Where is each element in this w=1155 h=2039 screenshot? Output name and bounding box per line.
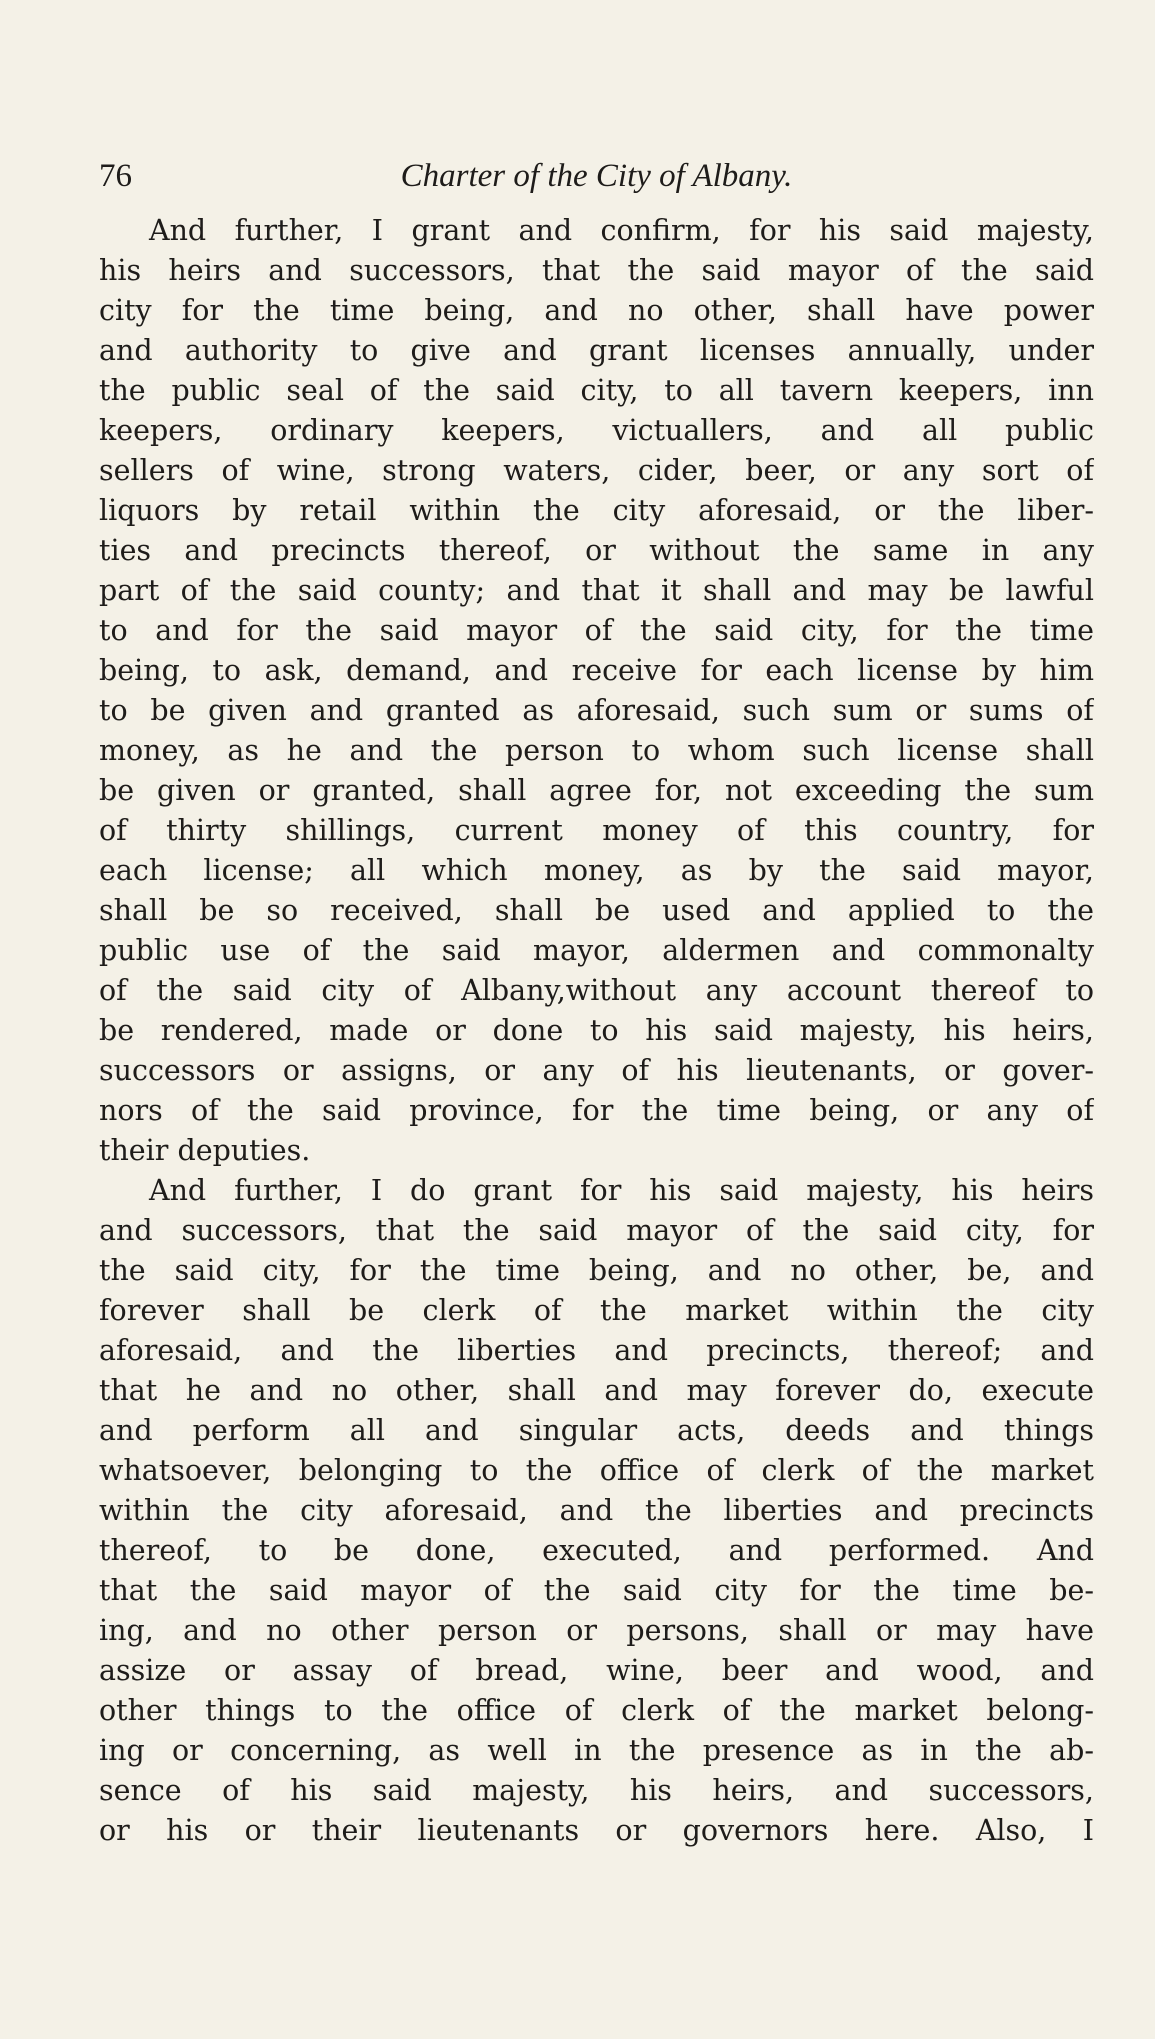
text-line: public use of the said mayor, aldermen and commonalty	[99, 934, 1094, 967]
text-line: the said city, for the time being, and no other, be, and	[99, 1254, 1094, 1287]
text-line: ing or concerning, as well in the presence as in the ab-	[99, 1734, 1094, 1767]
text-line: or his or their lieutenants or governors here. Also, I	[99, 1814, 1094, 1847]
running-title: Charter of the City of Albany.	[400, 158, 793, 194]
text-line: each license; all which money, as by the said mayor,	[99, 854, 1094, 887]
text-line: sellers of wine, strong waters, cider, beer, or any sort of	[99, 454, 1094, 487]
text-line: be rendered, made or done to his said majesty, his heirs,	[99, 1014, 1094, 1047]
text-line: ties and precincts thereof, or without the same in any	[99, 534, 1094, 567]
page-number: 76	[99, 158, 132, 194]
text-line: ing, and no other person or persons, shall or may have	[99, 1614, 1094, 1647]
text-line: sence of his said majesty, his heirs, and successors,	[99, 1774, 1094, 1807]
text-line: money, as he and the person to whom such license shall	[99, 734, 1094, 767]
text-line: and authority to give and grant licenses annually, under	[99, 334, 1094, 367]
text-line: successors or assigns, or any of his lieutenants, or gover-	[99, 1054, 1094, 1087]
text-line: be given or granted, shall agree for, not exceeding the sum	[99, 774, 1094, 807]
text-line: part of the said county; and that it shall and may be lawful	[99, 574, 1094, 607]
text-line: being, to ask, demand, and receive for each license by him	[99, 654, 1094, 687]
text-line: the public seal of the said city, to all tavern keepers, inn	[99, 374, 1094, 407]
body-text	[99, 211, 1094, 1851]
text-line: liquors by retail within the city aforesaid, or the liber-	[99, 494, 1094, 527]
text-line: other things to the office of clerk of the market belong-	[99, 1694, 1094, 1727]
text-line: And further, I grant and confirm, for his said majesty,	[149, 214, 1094, 247]
text-line: aforesaid, and the liberties and precincts, thereof; and	[99, 1334, 1094, 1367]
text-line: And further, I do grant for his said majesty, his heirs	[149, 1174, 1094, 1207]
text-line: city for the time being, and no other, shall have power	[99, 294, 1094, 327]
text-line: of the said city of Albany,without any account thereof to	[99, 974, 1094, 1007]
text-line: their deputies.	[99, 1134, 311, 1167]
text-line: and perform all and singular acts, deeds and things	[99, 1414, 1094, 1447]
text-line: shall be so received, shall be used and applied to the	[99, 894, 1094, 927]
text-line: thereof, to be done, executed, and performed. And	[99, 1534, 1094, 1567]
text-line: that the said mayor of the said city for the time be-	[99, 1574, 1094, 1607]
text-line: nors of the said province, for the time being, or any of	[99, 1094, 1094, 1127]
text-line: to be given and granted as aforesaid, such sum or sums of	[99, 694, 1094, 727]
text-line: keepers, ordinary keepers, victuallers, and all public	[99, 414, 1094, 447]
text-line: to and for the said mayor of the said city, for the time	[99, 614, 1094, 647]
text-line: that he and no other, shall and may forever do, execute	[99, 1374, 1094, 1407]
text-line: within the city aforesaid, and the liberties and precincts	[99, 1494, 1094, 1527]
text-line: forever shall be clerk of the market within the city	[99, 1294, 1094, 1327]
text-line: assize or assay of bread, wine, beer and wood, and	[99, 1654, 1094, 1687]
text-line: and successors, that the said mayor of the said city, for	[99, 1214, 1094, 1247]
text-line: of thirty shillings, current money of this country, for	[99, 814, 1094, 847]
page-header	[99, 152, 1094, 202]
text-line: whatsoever, belonging to the office of clerk of the market	[99, 1454, 1094, 1487]
text-line: his heirs and successors, that the said mayor of the said	[99, 254, 1094, 287]
